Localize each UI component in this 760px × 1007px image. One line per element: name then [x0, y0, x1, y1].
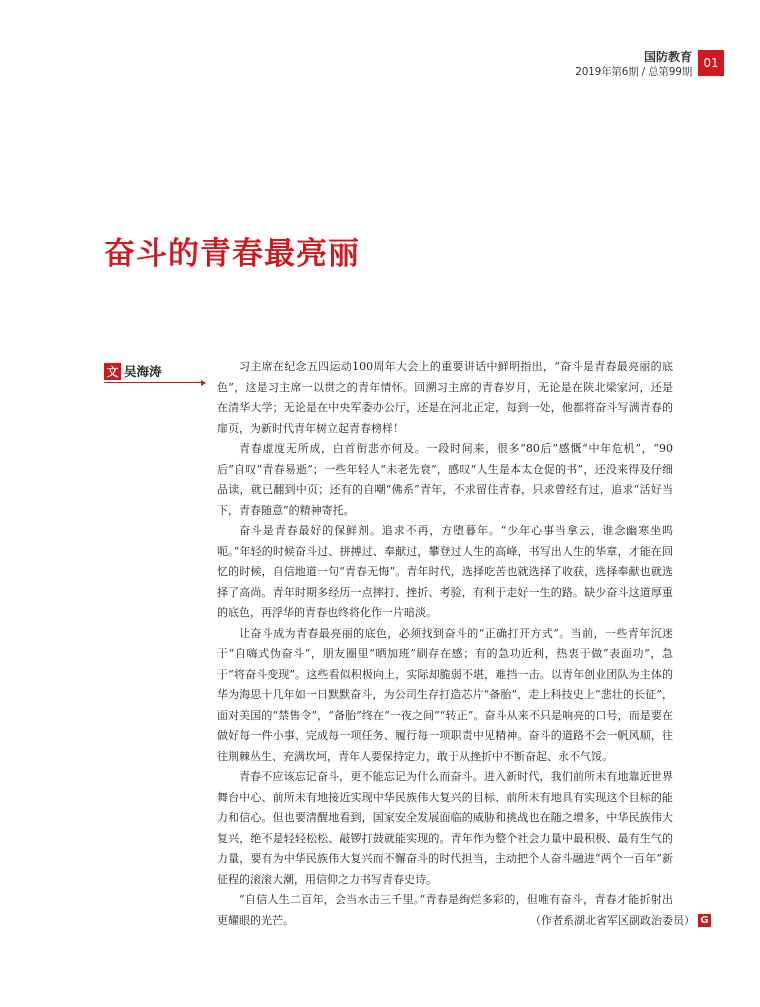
article-title: 奋斗的青春最亮丽 — [104, 236, 360, 272]
journal-name: 国防教育 — [643, 50, 692, 64]
end-mark-icon: G — [698, 914, 711, 927]
author-divider — [104, 382, 202, 383]
paragraph-1: 习主席在纪念五四运动100周年大会上的重要讲话中鲜明指出，“奋斗是青春最亮丽的底色”，这是习主席一以贯之的青年情怀。回溯习主席的青春岁月，无论是在陕北梁家河，还是在清华大学；无论是在中央军委办公厅，还是在河北正定，每到一处，他都将奋斗写满青春的扉页，为新时代青年树立起青春榜样！ — [217, 360, 673, 435]
signoff-text: （作者系湖北省军区副政治委员） — [530, 914, 695, 927]
page-header — [575, 50, 724, 79]
article-body — [217, 357, 673, 931]
header-text — [575, 50, 692, 79]
author-name: 吴海涛 — [124, 364, 162, 379]
author-signoff — [530, 912, 711, 928]
author-byline — [104, 362, 162, 380]
paragraph-4: 让奋斗成为青春最亮丽的底色，必须找到奋斗的“正确打开方式”。当前，一些青年沉迷于“自嗨式伪奋斗”，朋友圈里“晒加班”刷存在感；有的急功近利，热衷于做“表面功”，急于“将奋斗变现”。这些看似积极向上，实际却脆弱不堪，难挡一击。以青年创业团队为主体的华为海思十几年如一日默默奋斗，为公司生存打造芯片“备胎”，走上科技史上“悲壮的长征”，面对美国的“禁售令”，“备胎”终在“一夜之间”“转正”。奋斗从来不只是响亮的口号，而是要在做好每一件小事、完成每一项任务、履行每一项职责中见精神。奋斗的道路不会一帆风顺，往往荆棘丛生、充满坎坷，青年人要保持定力，敢于从挫折中不断奋起、永不气馁。 — [217, 626, 673, 763]
author-tag: 文 — [104, 363, 121, 380]
author-arrow-icon — [201, 380, 206, 386]
paragraph-3: 奋斗是青春最好的保鲜剂。追求不再，方堕暮年。“少年心事当拿云，谁念幽寒坐呜呃。”年轻的时候奋斗过、拼搏过、奉献过，攀登过人生的高峰，书写出人生的华章，才能在回忆的时候，自信地道一句“青春无悔”。青年时代，选择吃苦也就选择了收获，选择奉献也就选择了高尚。青年时期多经历一点摔打、挫折、考验，有利于走好一生的路。缺少奋斗这道厚重的底色，再浮华的青春也终将化作一片暗淡。 — [217, 524, 673, 619]
page-number: 01 — [698, 50, 724, 76]
issue-info: 2019年第6期 / 总第99期 — [575, 66, 692, 78]
paragraph-6: “自信人生二百年，会当水击三千里。”青春是绚烂多彩的，但唯有奋斗，青春才能折射出更耀眼的光芒。 — [217, 893, 673, 927]
paragraph-2: 青春虚度无所成，白首衔悲亦何及。一段时间来，很多“80后”感慨“中年危机”，“90后”自叹“青春易逝”；一些年轻人“未老先衰”，感叹“人生是本太仓促的书”，还没来得及仔细品读，就已翻到中页；还有的自嘲“佛系”青年，不求留住青春，只求曾经有过，追求“活好当下，青春随意”的精神寄托。 — [217, 442, 673, 517]
paragraph-5: 青春不应该忘记奋斗，更不能忘记为什么而奋斗。进入新时代，我们前所未有地靠近世界舞台中心、前所未有地接近实现中华民族伟大复兴的目标、前所未有地具有实现这个目标的能力和信心。但也要清醒地看到，国家安全发展面临的威胁和挑战也在随之增多，中华民族伟大复兴，绝不是轻轻松松、敲锣打鼓就能实现的。青年作为整个社会力量中最积极、最有生气的力量，要有为中华民族伟大复兴而不懈奋斗的时代担当，主动把个人奋斗融进“两个一百年”新征程的滚滚大潮，用信仰之力书写青春史诗。 — [217, 770, 673, 886]
